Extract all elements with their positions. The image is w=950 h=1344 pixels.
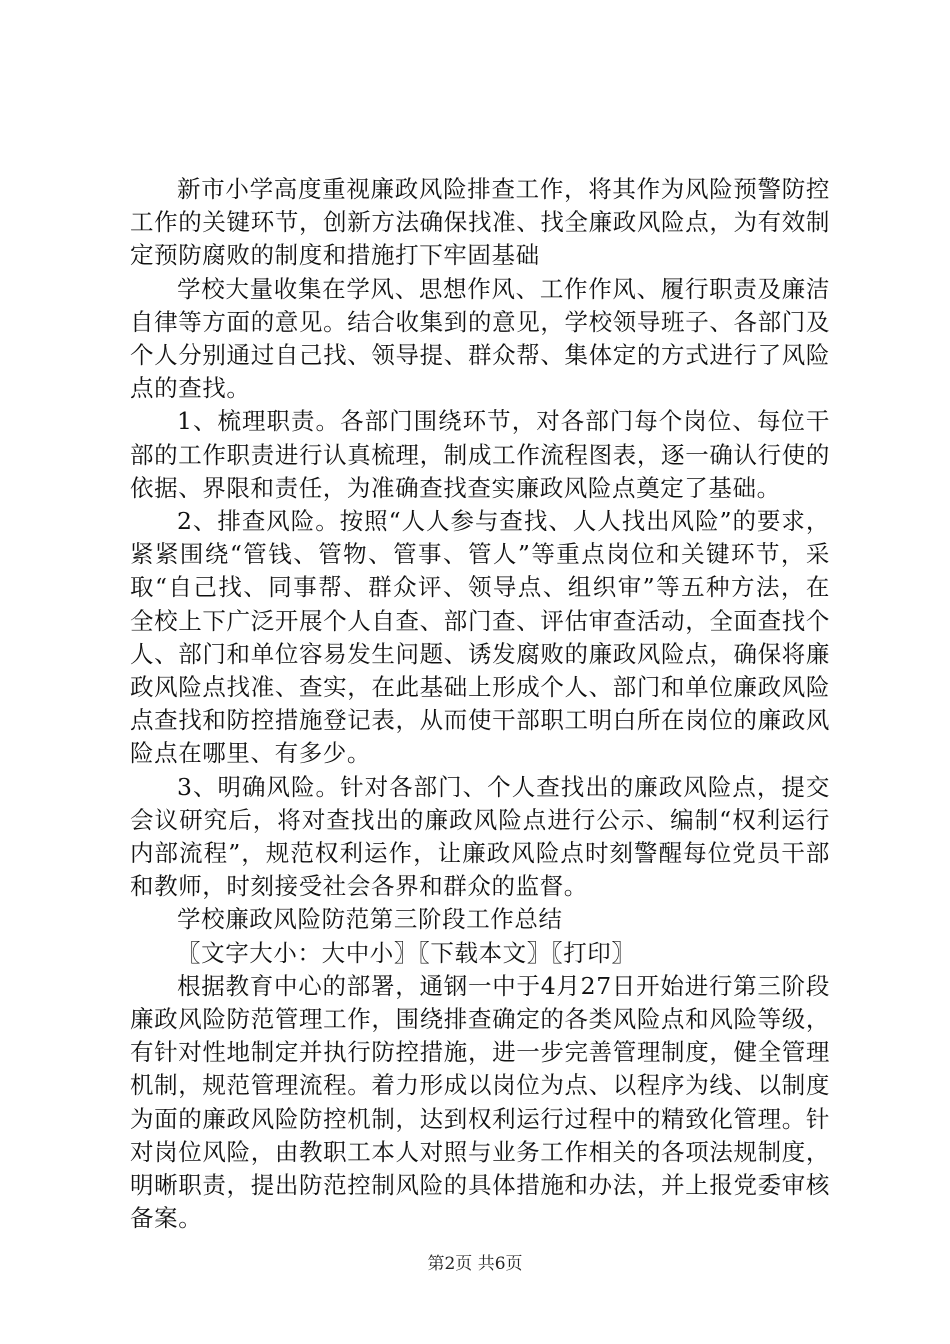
paragraph-item-1: 1、梳理职责。各部门围绕环节，对各部门每个岗位、每位干部的工作职责进行认真梳理，制成工作流程图表，逐一确认行使的依据、界限和责任，为准确查找查实廉政风险点奠定了基础。 — [130, 407, 830, 502]
paragraph-phase-three: 根据教育中心的部署，通钢一中于4月27日开始进行第三阶段廉政风险防范管理工作，围绕排查确定的各类风险点和风险等级，有针对性地制定并执行防控措施，进一步完善管理制度，健全管理机制，规范管理流程。着力形成以岗位为点、以程序为线、以制度为面的廉政风险防控机制，达到权利运行过程中的精致化管理。针对岗位风险，由教职工本人对照与业务工作相关的各项法规制度，明晰职责，提出防范控制风险的具体措施和办法，并上报党委审核备案。 — [130, 971, 830, 1233]
paragraph-item-3: 3、明确风险。针对各部门、个人查找出的廉政风险点，提交会议研究后，将对查找出的廉政风险点进行公示、编制“权利运行内部流程”，规范权利运作，让廉政风险点时刻警醒每位党员干部和教师，时刻接受社会各界和群众的监督。 — [130, 772, 830, 901]
paragraph-item-2: 2、排查风险。按照“人人参与查找、人人找出风险”的要求，紧紧围绕“管钱、管物、管事、管人”等重点岗位和关键环节，采取“自己找、同事帮、群众评、领导点、组织审”等五种方法，在全校上下广泛开展个人自查、部门查、评估审查活动，全面查找个人、部门和单位容易发生问题、诱发腐败的廉政风险点，确保将廉政风险点找准、查实，在此基础上形成个人、部门和单位廉政风险点查找和防控措施登记表，从而使干部职工明白所在岗位的廉政风险点在哪里、有多少。 — [130, 507, 830, 768]
paragraph-intro: 新市小学高度重视廉政风险排查工作，将其作为风险预警防控工作的关键环节，创新方法确保找准、找全廉政风险点，为有效制定预防腐败的制度和措施打下牢固基础 — [130, 175, 830, 270]
document-body — [130, 173, 830, 1236]
text-size-controls: 〖文字大小：大中小〗〖下载本文〗〖打印〗 — [177, 938, 636, 967]
page-number-footer: 第2页 共6页 — [427, 1254, 523, 1274]
section-title: 学校廉政风险防范第三阶段工作总结 — [177, 905, 563, 934]
paragraph-collection: 学校大量收集在学风、思想作风、工作作风、履行职责及廉洁自律等方面的意见。结合收集到的意见，学校领导班子、各部门及个人分别通过自己找、领导提、群众帮、集体定的方式进行了风险点的查找。 — [130, 274, 830, 403]
